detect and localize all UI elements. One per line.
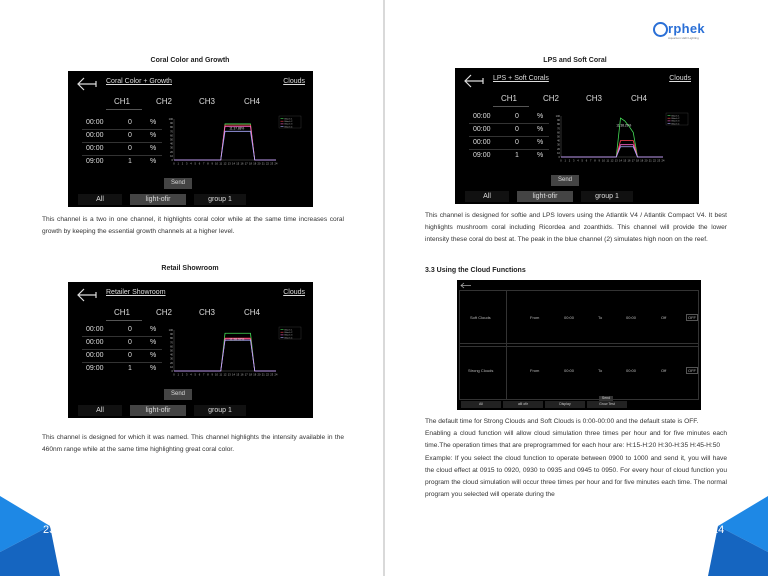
device-screen-lps-soft — [455, 68, 699, 204]
x-tick-label: 3 — [186, 162, 188, 166]
tab-group-1[interactable]: group 1 — [194, 194, 246, 205]
x-tick-label: 24 — [274, 162, 278, 166]
send-button[interactable]: Send — [599, 396, 613, 401]
send-button[interactable]: Send — [164, 389, 192, 400]
y-tick-label: 10 — [170, 365, 173, 369]
screen-header — [68, 71, 313, 99]
legend-entry: Bluish 4 — [671, 123, 680, 126]
x-tick-label: 21 — [261, 373, 265, 377]
active-channel-underline — [106, 109, 142, 110]
x-tick-label: 7 — [203, 373, 205, 377]
state-toggle[interactable]: OFF — [688, 368, 696, 373]
y-tick-label: 50 — [170, 349, 173, 353]
intensity-chart — [164, 115, 304, 167]
to-label: To — [598, 315, 603, 320]
y-tick-label: 80 — [557, 123, 560, 127]
screen-title[interactable]: Retailer Showroom — [106, 289, 166, 296]
x-tick-label: 4 — [577, 159, 579, 163]
back-arrow-icon[interactable] — [460, 282, 472, 289]
y-tick-label: 40 — [557, 139, 560, 143]
send-button[interactable]: Send — [164, 178, 192, 189]
section-title-retail-showroom: Retail Showroom — [161, 265, 219, 272]
y-tick-label: 60 — [170, 345, 173, 349]
intensity-value[interactable]: 1 — [128, 158, 132, 165]
percent-unit: % — [150, 339, 157, 346]
x-tick-label: 17 — [631, 159, 635, 163]
intensity-value[interactable]: 0 — [128, 352, 132, 359]
send-button[interactable]: Send — [551, 175, 579, 186]
left-page — [0, 0, 383, 576]
y-tick-label: 90 — [170, 333, 173, 337]
time-value[interactable]: 00:00 — [473, 113, 491, 120]
x-tick-label: 16 — [240, 162, 244, 166]
tab-light-ofir[interactable]: light-ofir — [130, 405, 186, 416]
screen-header — [455, 68, 699, 96]
intensity-value[interactable]: 0 — [128, 339, 132, 346]
row-divider — [82, 336, 162, 337]
legend-entry: Bluish 3 — [671, 120, 680, 123]
x-tick-label: 15 — [236, 373, 240, 377]
time-value[interactable]: 00:00 — [86, 326, 104, 333]
y-tick-label: 80 — [170, 337, 173, 341]
channel-tab-ch1[interactable]: CH1 — [501, 94, 518, 103]
percent-unit: % — [150, 352, 157, 359]
y-tick-label: 30 — [170, 357, 173, 361]
time-value[interactable]: 00:00 — [86, 132, 104, 139]
x-tick-label: 12 — [223, 373, 227, 377]
group-tabs — [68, 405, 313, 416]
tab-grow-test[interactable]: Grow Test — [587, 401, 627, 408]
x-tick-label: 13 — [227, 162, 231, 166]
screen-header — [68, 282, 313, 310]
body-paragraph: This channel is a two in one channel, it highlights coral color while at the same time increases coral growth by keeping the essential growth channels at a higher level. — [42, 216, 344, 236]
chart-annotation: 11:38.92% — [229, 337, 245, 342]
intensity-value[interactable]: 0 — [128, 145, 132, 152]
x-tick-label: 19 — [640, 159, 644, 163]
x-tick-label: 14 — [619, 159, 622, 163]
chart-annotation: 11:37.88% — [229, 126, 245, 131]
device-screen-coral-color — [68, 71, 313, 207]
clouds-link[interactable]: Clouds — [283, 78, 305, 85]
y-tick-label: 0 — [171, 370, 173, 373]
tab-all[interactable]: All — [78, 405, 122, 416]
intensity-value[interactable]: 0 — [515, 139, 519, 146]
x-tick-label: 14 — [232, 162, 235, 166]
x-tick-label: 11 — [219, 373, 223, 377]
intensity-value[interactable]: 0 — [515, 113, 519, 120]
y-tick-label: 70 — [170, 130, 173, 134]
percent-unit: % — [150, 158, 157, 165]
legend-entry: Bluish 3 — [284, 334, 293, 337]
intensity-value[interactable]: 0 — [128, 326, 132, 333]
channel-tab-ch1[interactable]: CH1 — [114, 97, 131, 106]
row-divider — [506, 291, 507, 346]
x-tick-label: 12 — [223, 162, 227, 166]
x-tick-label: 22 — [653, 159, 656, 163]
x-tick-label: 23 — [270, 162, 274, 166]
time-value[interactable]: 09:00 — [473, 152, 491, 159]
percent-unit: % — [537, 113, 544, 120]
back-arrow-icon[interactable] — [76, 76, 98, 92]
legend-entry: Bluish 1 — [671, 115, 680, 118]
percent-unit: % — [150, 365, 157, 372]
row-divider — [469, 149, 549, 150]
active-channel-underline — [106, 320, 142, 321]
logo-mark-icon — [653, 22, 668, 37]
row-divider — [82, 142, 162, 143]
y-tick-label: 100 — [168, 118, 173, 121]
x-tick-label: 5 — [581, 159, 583, 163]
legend-entry: Bluish 4 — [284, 337, 293, 340]
section-title-lps-soft-coral: LPS and Soft Coral — [543, 57, 607, 64]
y-tick-label: 20 — [557, 147, 560, 151]
row-divider — [82, 362, 162, 363]
time-value[interactable]: 00:00 — [86, 119, 104, 126]
off-label: Off — [661, 315, 667, 320]
cloud-explanation — [425, 416, 727, 501]
x-tick-label: 3 — [186, 373, 188, 377]
legend-entry: Bluish 4 — [284, 126, 293, 129]
x-tick-label: 5 — [194, 162, 196, 166]
state-toggle[interactable]: OFF — [688, 315, 696, 320]
intensity-value[interactable]: 0 — [128, 132, 132, 139]
row-divider — [82, 349, 162, 350]
x-tick-label: 15 — [236, 162, 240, 166]
group-tabs — [68, 194, 313, 205]
x-tick-label: 2 — [568, 159, 571, 163]
body-paragraph: Example: If you select the cloud function to operate between 0900 to 1000 and send it, you will have the cloud effect at 0915 to 0920, 0930 to 0935 and 0945 to 0950. For every hour of cloud function you program the cloud simulation will occur three times per hour and for five minutes each time. The normal program you selected will operate during the — [425, 454, 727, 499]
legend-entry: Bluish 3 — [284, 123, 293, 126]
x-tick-label: 0 — [173, 373, 175, 377]
y-tick-label: 20 — [170, 150, 173, 154]
soft-clouds-row — [459, 290, 699, 347]
from-label: From — [530, 315, 540, 320]
y-tick-label: 40 — [170, 353, 173, 357]
x-tick-label: 1 — [177, 373, 179, 377]
series-line — [558, 141, 663, 159]
legend-entry: Bluish 2 — [284, 121, 293, 123]
body-paragraph: This channel is designed for softie and LPS lovers using the Atlantik V4 / Atlantik Compact V4. It best highlights mushroom coral including Ricordea and zoanthids. This channel will provide the lower intensity these coral do best at. The peak in the blue channel (2) simulates high noon on the reef. — [425, 212, 727, 244]
x-tick-label: 23 — [657, 159, 661, 163]
channel-tab-ch4[interactable]: CH4 — [244, 97, 261, 106]
screen-title[interactable]: Coral Color + Growth — [106, 78, 172, 85]
section-heading-cloud-functions: 3.3 Using the Cloud Functions — [425, 267, 526, 274]
x-tick-label: 22 — [266, 373, 269, 377]
x-tick-label: 0 — [173, 162, 175, 166]
x-tick-label: 6 — [198, 373, 201, 377]
x-tick-label: 10 — [215, 162, 218, 166]
x-tick-label: 4 — [190, 162, 192, 166]
x-tick-label: 7 — [203, 162, 205, 166]
to-time[interactable]: 00:00 — [626, 368, 637, 373]
legend-entry: Bluish 1 — [284, 118, 293, 121]
x-tick-label: 4 — [190, 373, 192, 377]
off-label: Off — [661, 368, 667, 373]
channel-tab-ch2[interactable]: CH2 — [543, 94, 560, 103]
time-value[interactable]: 00:00 — [473, 139, 491, 146]
screen-title[interactable]: LPS + Soft Corals — [493, 75, 549, 82]
x-tick-label: 20 — [644, 159, 648, 163]
back-arrow-icon[interactable] — [76, 287, 98, 303]
tab-group-1[interactable]: group 1 — [581, 191, 633, 202]
from-time[interactable]: 00:00 — [564, 315, 575, 320]
x-tick-label: 8 — [207, 162, 209, 166]
x-tick-label: 18 — [636, 159, 639, 163]
intensity-value[interactable]: 1 — [515, 152, 519, 159]
logo-tagline: Aquarium LED Lighting — [668, 36, 699, 40]
x-tick-label: 9 — [211, 162, 213, 166]
y-tick-label: 90 — [557, 119, 560, 123]
percent-unit: % — [150, 119, 157, 126]
series-line — [171, 125, 276, 162]
tab-all[interactable]: All — [78, 194, 122, 205]
x-tick-label: 0 — [560, 159, 562, 163]
y-tick-label: 0 — [171, 159, 173, 162]
y-tick-label: 10 — [557, 151, 560, 155]
x-tick-label: 11 — [219, 162, 223, 166]
y-tick-label: 20 — [170, 361, 173, 365]
tab-all[interactable]: All — [465, 191, 509, 202]
legend-entry: Bluish 2 — [284, 332, 293, 334]
x-tick-label: 1 — [177, 162, 179, 166]
percent-unit: % — [150, 326, 157, 333]
x-tick-label: 8 — [594, 159, 596, 163]
x-tick-label: 19 — [253, 162, 257, 166]
time-value[interactable]: 09:00 — [86, 365, 104, 372]
to-time[interactable]: 00:00 — [626, 315, 637, 320]
back-arrow-icon[interactable] — [463, 73, 485, 89]
cloud-label: Strong Clouds — [468, 368, 494, 373]
y-tick-label: 30 — [170, 146, 173, 150]
x-tick-label: 16 — [627, 159, 631, 163]
x-tick-label: 24 — [661, 159, 665, 163]
row-divider — [506, 344, 507, 399]
time-value[interactable]: 00:00 — [86, 352, 104, 359]
clouds-link[interactable]: Clouds — [283, 289, 305, 296]
channel-tab-ch3[interactable]: CH3 — [586, 94, 603, 103]
y-tick-label: 70 — [170, 341, 173, 345]
tab-all[interactable]: All — [461, 401, 501, 408]
channel-tab-ch4[interactable]: CH4 — [244, 308, 261, 317]
x-tick-label: 21 — [648, 159, 652, 163]
x-tick-label: 20 — [257, 162, 261, 166]
time-value[interactable]: 00:00 — [86, 339, 104, 346]
series-line — [171, 131, 276, 162]
x-tick-label: 18 — [249, 162, 252, 166]
y-tick-label: 10 — [170, 154, 173, 158]
cloud-label: Soft Clouds — [470, 315, 491, 320]
x-tick-label: 2 — [181, 162, 184, 166]
x-tick-label: 13 — [614, 159, 618, 163]
clouds-link[interactable]: Clouds — [669, 75, 691, 82]
y-tick-label: 60 — [170, 134, 173, 138]
y-tick-label: 0 — [558, 156, 560, 159]
page-number: 24 — [712, 524, 725, 536]
x-tick-label: 12 — [610, 159, 614, 163]
x-tick-label: 23 — [270, 373, 274, 377]
y-tick-label: 100 — [555, 115, 560, 118]
intensity-value[interactable]: 0 — [128, 119, 132, 126]
channel-tab-ch2[interactable]: CH2 — [156, 308, 173, 317]
x-tick-label: 15 — [623, 159, 627, 163]
percent-unit: % — [537, 126, 544, 133]
x-tick-label: 6 — [198, 162, 201, 166]
logo-wordmark: rphek — [668, 21, 705, 36]
x-tick-label: 18 — [249, 373, 252, 377]
percent-unit: % — [150, 145, 157, 152]
cloud-settings-screen — [457, 280, 701, 410]
row-divider — [469, 123, 549, 124]
tab-display[interactable]: Display — [545, 401, 585, 408]
channel-tab-ch2[interactable]: CH2 — [156, 97, 173, 106]
row-divider — [82, 129, 162, 130]
page-corner-decoration — [708, 496, 768, 576]
y-tick-label: 80 — [170, 126, 173, 130]
y-tick-label: 70 — [557, 127, 560, 131]
page-number: 23 — [43, 524, 56, 536]
section-title-coral-color: Coral Color and Growth — [150, 57, 230, 64]
x-tick-label: 14 — [232, 373, 235, 377]
intensity-chart — [551, 112, 691, 164]
from-label: From — [530, 368, 540, 373]
x-tick-label: 13 — [227, 373, 231, 377]
tab-light-ofir[interactable]: light-ofir — [130, 194, 186, 205]
x-tick-label: 2 — [181, 373, 184, 377]
body-paragraph: Enabling a cloud function will allow cloud simulation three times per hour and for five minutes each time.The operation times that are preprogrammed for each hour are: H:15-H:20 H:30-H:35 H:45-H:50 — [425, 430, 727, 450]
x-tick-label: 19 — [253, 373, 257, 377]
x-tick-label: 24 — [274, 373, 278, 377]
tab-alll-ofir[interactable]: alll ofir — [503, 401, 543, 408]
chart-annotation: 11:38.29% — [616, 123, 632, 128]
x-tick-label: 11 — [606, 159, 610, 163]
x-tick-label: 10 — [215, 373, 218, 377]
percent-unit: % — [537, 152, 544, 159]
active-channel-underline — [493, 106, 529, 107]
x-tick-label: 6 — [585, 159, 588, 163]
percent-unit: % — [537, 139, 544, 146]
y-tick-label: 90 — [170, 122, 173, 126]
channel-tab-ch1[interactable]: CH1 — [114, 308, 131, 317]
channel-tab-ch3[interactable]: CH3 — [199, 308, 216, 317]
x-tick-label: 16 — [240, 373, 244, 377]
series-line — [558, 147, 663, 159]
time-value[interactable]: 00:00 — [86, 145, 104, 152]
y-tick-label: 60 — [557, 131, 560, 135]
x-tick-label: 17 — [244, 373, 248, 377]
y-tick-label: 40 — [170, 142, 173, 146]
x-tick-label: 22 — [266, 162, 269, 166]
series-line — [171, 339, 276, 373]
x-tick-label: 5 — [194, 373, 196, 377]
row-divider — [469, 136, 549, 137]
channel-tab-ch3[interactable]: CH3 — [199, 97, 216, 106]
x-tick-label: 3 — [573, 159, 575, 163]
x-tick-label: 1 — [564, 159, 566, 163]
group-tabs — [455, 191, 699, 202]
intensity-value[interactable]: 0 — [515, 126, 519, 133]
tab-group-1[interactable]: group 1 — [194, 405, 246, 416]
body-paragraph: This channel is designed for which it was named. This channel highlights the intensity available in the 460nm range while at the same time highlighting great coral color. — [42, 434, 344, 454]
page-corner-decoration — [0, 496, 60, 576]
x-tick-label: 20 — [257, 373, 261, 377]
y-tick-label: 30 — [557, 143, 560, 147]
to-label: To — [598, 368, 603, 373]
series-line — [558, 145, 663, 159]
time-value[interactable]: 00:00 — [473, 126, 491, 133]
x-tick-label: 7 — [590, 159, 592, 163]
row-divider — [82, 155, 162, 156]
y-tick-label: 50 — [170, 138, 173, 142]
x-tick-label: 10 — [602, 159, 605, 163]
percent-unit: % — [150, 132, 157, 139]
x-tick-label: 21 — [261, 162, 265, 166]
strong-clouds-row — [459, 343, 699, 400]
channel-tab-ch4[interactable]: CH4 — [631, 94, 648, 103]
series-line — [558, 118, 663, 159]
tab-light-ofir[interactable]: light-ofir — [517, 191, 573, 202]
device-screen-retail-showroom — [68, 282, 313, 418]
legend-entry: Bluish 2 — [671, 118, 680, 120]
time-value[interactable]: 09:00 — [86, 158, 104, 165]
intensity-chart — [164, 326, 304, 378]
y-tick-label: 50 — [557, 135, 560, 139]
x-tick-label: 8 — [207, 373, 209, 377]
x-tick-label: 9 — [598, 159, 600, 163]
from-time[interactable]: 00:00 — [564, 368, 575, 373]
intensity-value[interactable]: 1 — [128, 365, 132, 372]
legend-entry: Bluish 1 — [284, 329, 293, 332]
x-tick-label: 9 — [211, 373, 213, 377]
y-tick-label: 100 — [168, 329, 173, 332]
body-paragraph: The default time for Strong Clouds and Soft Clouds is 0:00-00:00 and the default state is OFF. — [425, 418, 699, 425]
x-tick-label: 17 — [244, 162, 248, 166]
